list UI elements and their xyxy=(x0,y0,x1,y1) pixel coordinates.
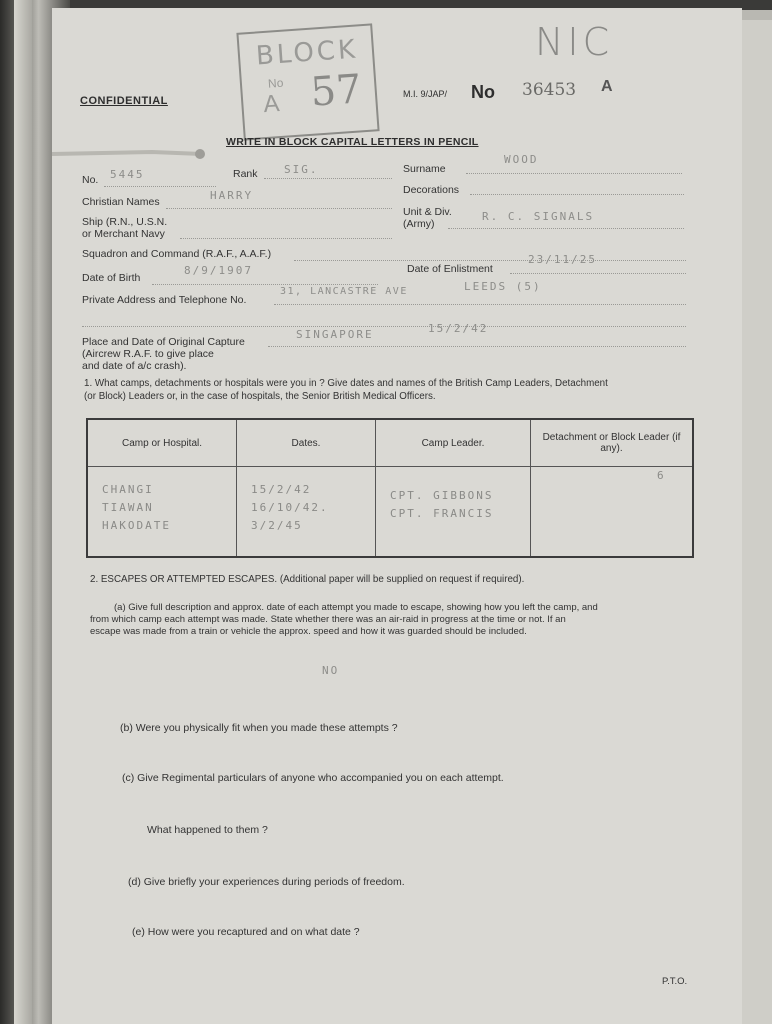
address-line xyxy=(274,304,686,305)
leader-entry: CPT. FRANCIS xyxy=(390,507,494,520)
number-label: No xyxy=(471,82,495,102)
dob-value: 8/9/1907 xyxy=(184,264,253,277)
serial-suffix: A xyxy=(601,78,613,95)
no-line xyxy=(104,186,216,187)
header-camp: Camp or Hospital. xyxy=(87,419,237,467)
camp-entry: HAKODATE xyxy=(102,519,171,532)
unit-label-2: (Army) xyxy=(403,218,435,230)
q2d-text: (d) Give briefly your experiences during periods of freedom. xyxy=(128,876,405,888)
form-page xyxy=(52,8,742,1024)
detachment-mark: 6 xyxy=(657,469,666,482)
pto-label: P.T.O. xyxy=(662,976,688,987)
table-row xyxy=(87,467,693,558)
address-line-2 xyxy=(82,326,686,327)
date-entry: 16/10/42. xyxy=(251,501,329,514)
q2b-text: (b) Were you physically fit when you made these attempts ? xyxy=(120,722,398,734)
camps-cell xyxy=(87,467,237,558)
q1-text-2: (or Block) Leaders or, in the case of hospitals, the Senior British Medical Officers. xyxy=(84,391,436,402)
dates-cell xyxy=(237,467,376,558)
q2c-followup: What happened to them ? xyxy=(147,824,268,836)
q2c-text: (c) Give Regimental particulars of anyone who accompanied you on each attempt. xyxy=(122,772,504,784)
capture-place: SINGAPORE xyxy=(296,328,374,341)
header-detachment-leader: Detachment or Block Leader (if any). xyxy=(531,419,694,467)
stamp-a-text: A xyxy=(262,90,281,119)
dob-label: Date of Birth xyxy=(82,272,141,284)
stamp-number: 57 xyxy=(309,66,364,116)
binder-string xyxy=(52,148,208,160)
enlistment-label: Date of Enlistment xyxy=(407,263,493,275)
capture-label-2: (Aircrew R.A.F. to give place xyxy=(82,348,214,360)
q1-text: 1. What camps, detachments or hospitals were you in ? Give dates and names of the British Camp Leaders, Detachment xyxy=(84,378,608,389)
surname-value: WOOD xyxy=(504,153,539,166)
leaders-cell xyxy=(376,467,531,558)
header-dates: Dates. xyxy=(237,419,376,467)
stamp-no-text: No xyxy=(267,75,284,91)
surname-line xyxy=(466,173,682,174)
ref-code: M.I. 9/JAP/ xyxy=(403,89,448,99)
camp-entry: CHANGI xyxy=(102,483,154,496)
confidential-label: CONFIDENTIAL xyxy=(80,95,168,107)
no-label: No. xyxy=(82,174,99,186)
q2a-answer: NO xyxy=(322,664,340,677)
q2a-text-2: from which camp each attempt was made. State whether there was an air-raid in progress at the time or not. If an xyxy=(90,614,566,625)
surname-label: Surname xyxy=(403,163,446,175)
enlistment-value: 23/11/25 xyxy=(528,253,597,266)
capture-date: 15/2/42 xyxy=(428,322,489,335)
rank-line xyxy=(264,178,392,179)
unit-label: Unit & Div. xyxy=(403,206,452,218)
rank-label: Rank xyxy=(233,168,258,180)
leader-entry: CPT. GIBBONS xyxy=(390,489,494,502)
capture-label: Place and Date of Original Capture xyxy=(82,336,245,348)
christian-names-value: HARRY xyxy=(210,189,254,202)
capture-line xyxy=(268,346,686,347)
unit-line xyxy=(448,228,684,229)
address-city: LEEDS (5) xyxy=(464,280,542,293)
ship-line xyxy=(180,238,392,239)
date-entry: 3/2/45 xyxy=(251,519,303,532)
squadron-line xyxy=(294,260,686,261)
enlistment-line xyxy=(510,273,686,274)
camp-entry: TIAWAN xyxy=(102,501,154,514)
q2a-text-3: escape was made from a train or vehicle the approx. speed and how it was guarded should be included. xyxy=(90,626,527,637)
unit-value: R. C. SIGNALS xyxy=(482,210,595,223)
christian-names-label: Christian Names xyxy=(82,196,160,208)
capture-label-3: and date of a/c crash). xyxy=(82,360,187,372)
q2a-text: (a) Give full description and approx. date of each attempt you made to escape, showing how you left the camp, and xyxy=(114,602,598,613)
stamp-block-text: BLOCK xyxy=(255,34,359,72)
address-value: 31, LANCASTRE AVE xyxy=(280,286,408,297)
no-value: 5445 xyxy=(110,168,145,181)
handwritten-nic: NIC xyxy=(535,20,614,64)
ship-label-2: or Merchant Navy xyxy=(82,228,165,240)
instruction-heading: WRITE IN BLOCK CAPITAL LETTERS IN PENCIL xyxy=(226,136,479,148)
camps-table xyxy=(86,418,694,558)
dob-line xyxy=(152,284,378,285)
squadron-label: Squadron and Command (R.A.F., A.A.F.) xyxy=(82,248,272,260)
q2-title: 2. ESCAPES OR ATTEMPTED ESCAPES. (Additional paper will be supplied on request if required). xyxy=(90,574,525,585)
binder-edge xyxy=(14,0,32,1024)
block-stamp xyxy=(236,23,379,140)
table-header-row xyxy=(87,419,693,467)
decorations-line xyxy=(470,194,684,195)
decorations-label: Decorations xyxy=(403,184,460,196)
header-camp-leader: Camp Leader. xyxy=(376,419,531,467)
detachment-cell xyxy=(531,467,694,558)
q2e-text: (e) How were you recaptured and on what date ? xyxy=(132,926,360,938)
serial-number: 36453 xyxy=(522,80,577,100)
rank-value: SIG. xyxy=(284,163,319,176)
address-label: Private Address and Telephone No. xyxy=(82,294,247,306)
ship-label: Ship (R.N., U.S.N. xyxy=(82,216,168,228)
christian-names-line xyxy=(166,208,392,209)
date-entry: 15/2/42 xyxy=(251,483,312,496)
